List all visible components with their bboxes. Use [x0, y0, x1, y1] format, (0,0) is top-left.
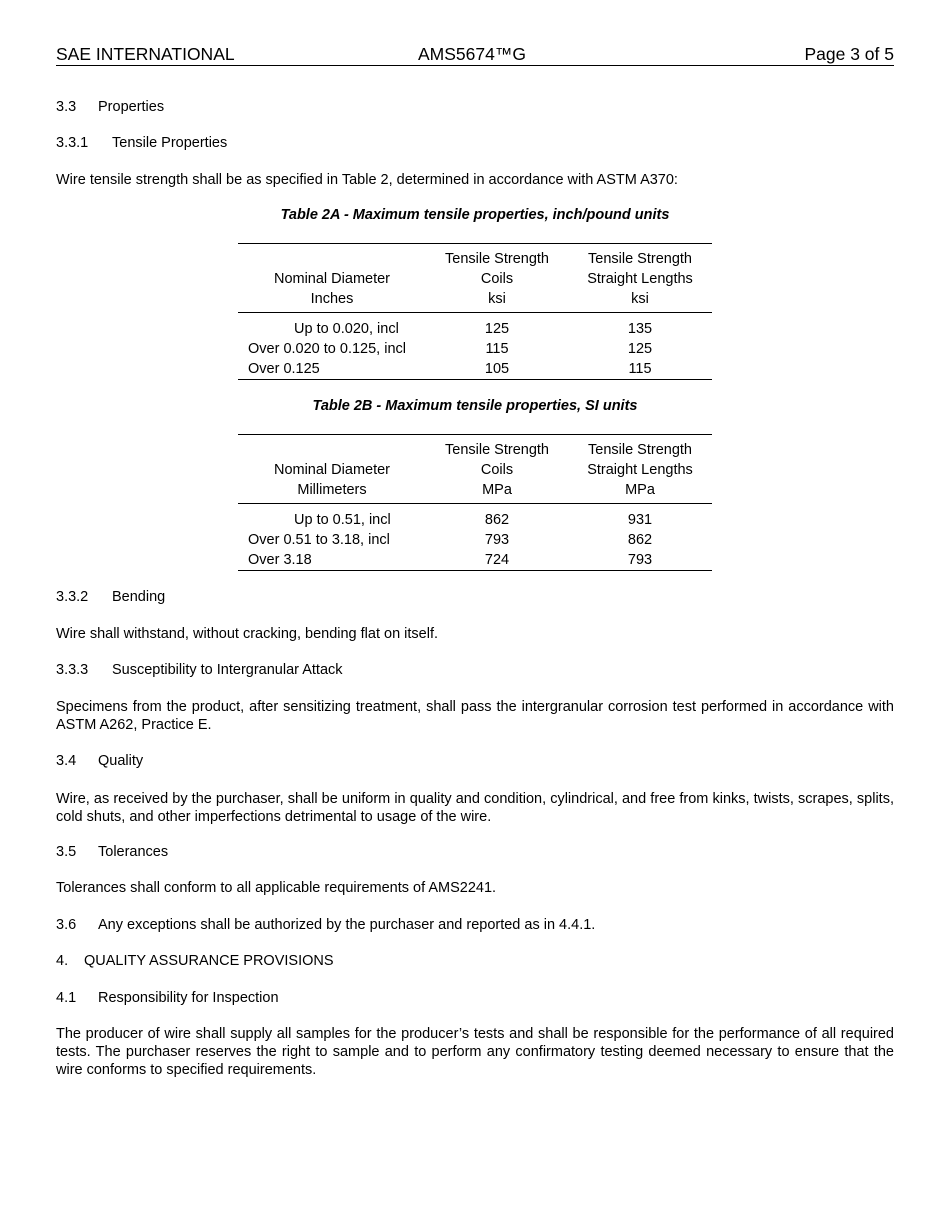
- section-number: 4.: [56, 953, 69, 969]
- tensile-table-inch: [238, 243, 712, 380]
- section-heading: [56, 752, 894, 770]
- section-title: Bending: [112, 589, 166, 605]
- section-number: 3.3.3: [56, 662, 89, 678]
- table-cell: 862: [484, 512, 510, 528]
- table-cell: 724: [484, 552, 510, 568]
- section-heading: [56, 98, 894, 116]
- section-heading: [56, 989, 894, 1007]
- column-header: [426, 244, 568, 313]
- table-cell: Over 0.020 to 0.125, incl: [248, 341, 406, 357]
- section-number: 4.1: [56, 990, 77, 1006]
- table-cell: 793: [484, 532, 510, 548]
- section-title: Any exceptions shall be authorized by the purchaser and reported as in 4.4.1.: [98, 917, 596, 933]
- page-header: [56, 44, 894, 66]
- table-cell: 115: [485, 341, 509, 357]
- table-row: [238, 550, 712, 571]
- header-line: Tensile Strength: [588, 442, 692, 458]
- table-cell: 793: [627, 552, 653, 568]
- table-cell: 125: [484, 321, 510, 337]
- table-row: [238, 359, 712, 380]
- section-title: Quality: [98, 753, 144, 769]
- section-number: 3.6: [56, 917, 77, 933]
- header-line: MPa: [482, 482, 512, 498]
- table-cell: 125: [627, 341, 653, 357]
- header-organization: SAE INTERNATIONAL: [56, 44, 235, 64]
- column-header: [238, 435, 426, 504]
- section-number: 3.4: [56, 753, 77, 769]
- section-heading: [56, 661, 894, 679]
- section-heading: [56, 588, 894, 606]
- header-line: Tensile Strength: [445, 442, 549, 458]
- table-cell: 931: [627, 512, 653, 528]
- table-cell: Over 3.18: [248, 552, 312, 568]
- header-line: MPa: [625, 482, 655, 498]
- paragraph: Wire, as received by the purchaser, shall be uniform in quality and condition, cylindrical, and free from kinks, twists, scrapes, splits, cold shuts, and other imperfections detrimental to usage of the wire.: [56, 791, 894, 825]
- column-header: [238, 244, 426, 313]
- table-cell: Over 0.51 to 3.18, incl: [248, 532, 390, 548]
- column-header: [426, 435, 568, 504]
- header-line: Tensile Strength: [588, 251, 692, 267]
- section-title: Properties: [98, 99, 165, 115]
- header-line: Coils: [480, 271, 514, 287]
- table-cell: Up to 0.020, incl: [294, 321, 399, 337]
- section-title: Tolerances: [98, 844, 169, 860]
- header-line: Straight Lengths: [587, 462, 693, 478]
- paragraph: The producer of wire shall supply all samples for the producer’s tests and shall be responsible for the performance of all required tests. The purchaser reserves the right to sample and to perform any confirmatory testing deemed necessary to ensure that the wire conforms to specified requirements.: [56, 1026, 894, 1078]
- table-header-row: [238, 435, 712, 504]
- header-page-number: Page 3 of 5: [804, 44, 894, 64]
- table-caption: Table 2B - Maximum tensile properties, SI units: [312, 398, 638, 414]
- column-header: [568, 435, 712, 504]
- table-cell: 862: [627, 532, 653, 548]
- section-title: Susceptibility to Intergranular Attack: [112, 662, 343, 678]
- header-line: Nominal Diameter: [273, 462, 391, 478]
- table-cell: Up to 0.51, incl: [294, 512, 391, 528]
- header-line: Inches: [310, 291, 354, 307]
- paragraph: Wire shall withstand, without cracking, bending flat on itself.: [56, 626, 439, 642]
- table-cell: 115: [628, 361, 652, 377]
- header-document-id: AMS5674™G: [418, 44, 526, 64]
- section-title: Responsibility for Inspection: [98, 990, 279, 1006]
- tensile-table-si: [238, 434, 712, 571]
- column-header: [568, 244, 712, 313]
- section-title: Tensile Properties: [112, 135, 228, 151]
- paragraph: Tolerances shall conform to all applicable requirements of AMS2241.: [56, 880, 497, 896]
- header-line: Tensile Strength: [445, 251, 549, 267]
- section-number: 3.3.1: [56, 135, 89, 151]
- table-row: [238, 339, 712, 359]
- section-title: QUALITY ASSURANCE PROVISIONS: [84, 953, 334, 969]
- section-number: 3.3: [56, 99, 77, 115]
- paragraph: Wire tensile strength shall be as specified in Table 2, determined in accordance with ASTM A370:: [56, 172, 678, 188]
- section-heading: [56, 916, 894, 934]
- section-heading: [56, 952, 894, 970]
- section-number: 3.3.2: [56, 589, 89, 605]
- paragraph: Specimens from the product, after sensitizing treatment, shall pass the intergranular corrosion test performed in accordance with ASTM A262, Practice E.: [56, 699, 894, 733]
- header-line: Millimeters: [297, 482, 367, 498]
- header-line: Nominal Diameter: [273, 271, 391, 287]
- header-line: ksi: [488, 291, 506, 307]
- table-row: [238, 530, 712, 550]
- header-line: Coils: [480, 462, 514, 478]
- header-line: Straight Lengths: [587, 271, 693, 287]
- table-cell: 105: [484, 361, 510, 377]
- header-line: ksi: [631, 291, 649, 307]
- section-heading: [56, 134, 894, 152]
- section-number: 3.5: [56, 844, 77, 860]
- section-heading: [56, 843, 894, 861]
- table-cell: Over 0.125: [248, 361, 320, 377]
- table-header-row: [238, 244, 712, 313]
- table-cell: 135: [627, 321, 653, 337]
- table-row: [238, 504, 712, 531]
- table-caption: Table 2A - Maximum tensile properties, inch/pound units: [280, 207, 670, 223]
- table-row: [238, 313, 712, 340]
